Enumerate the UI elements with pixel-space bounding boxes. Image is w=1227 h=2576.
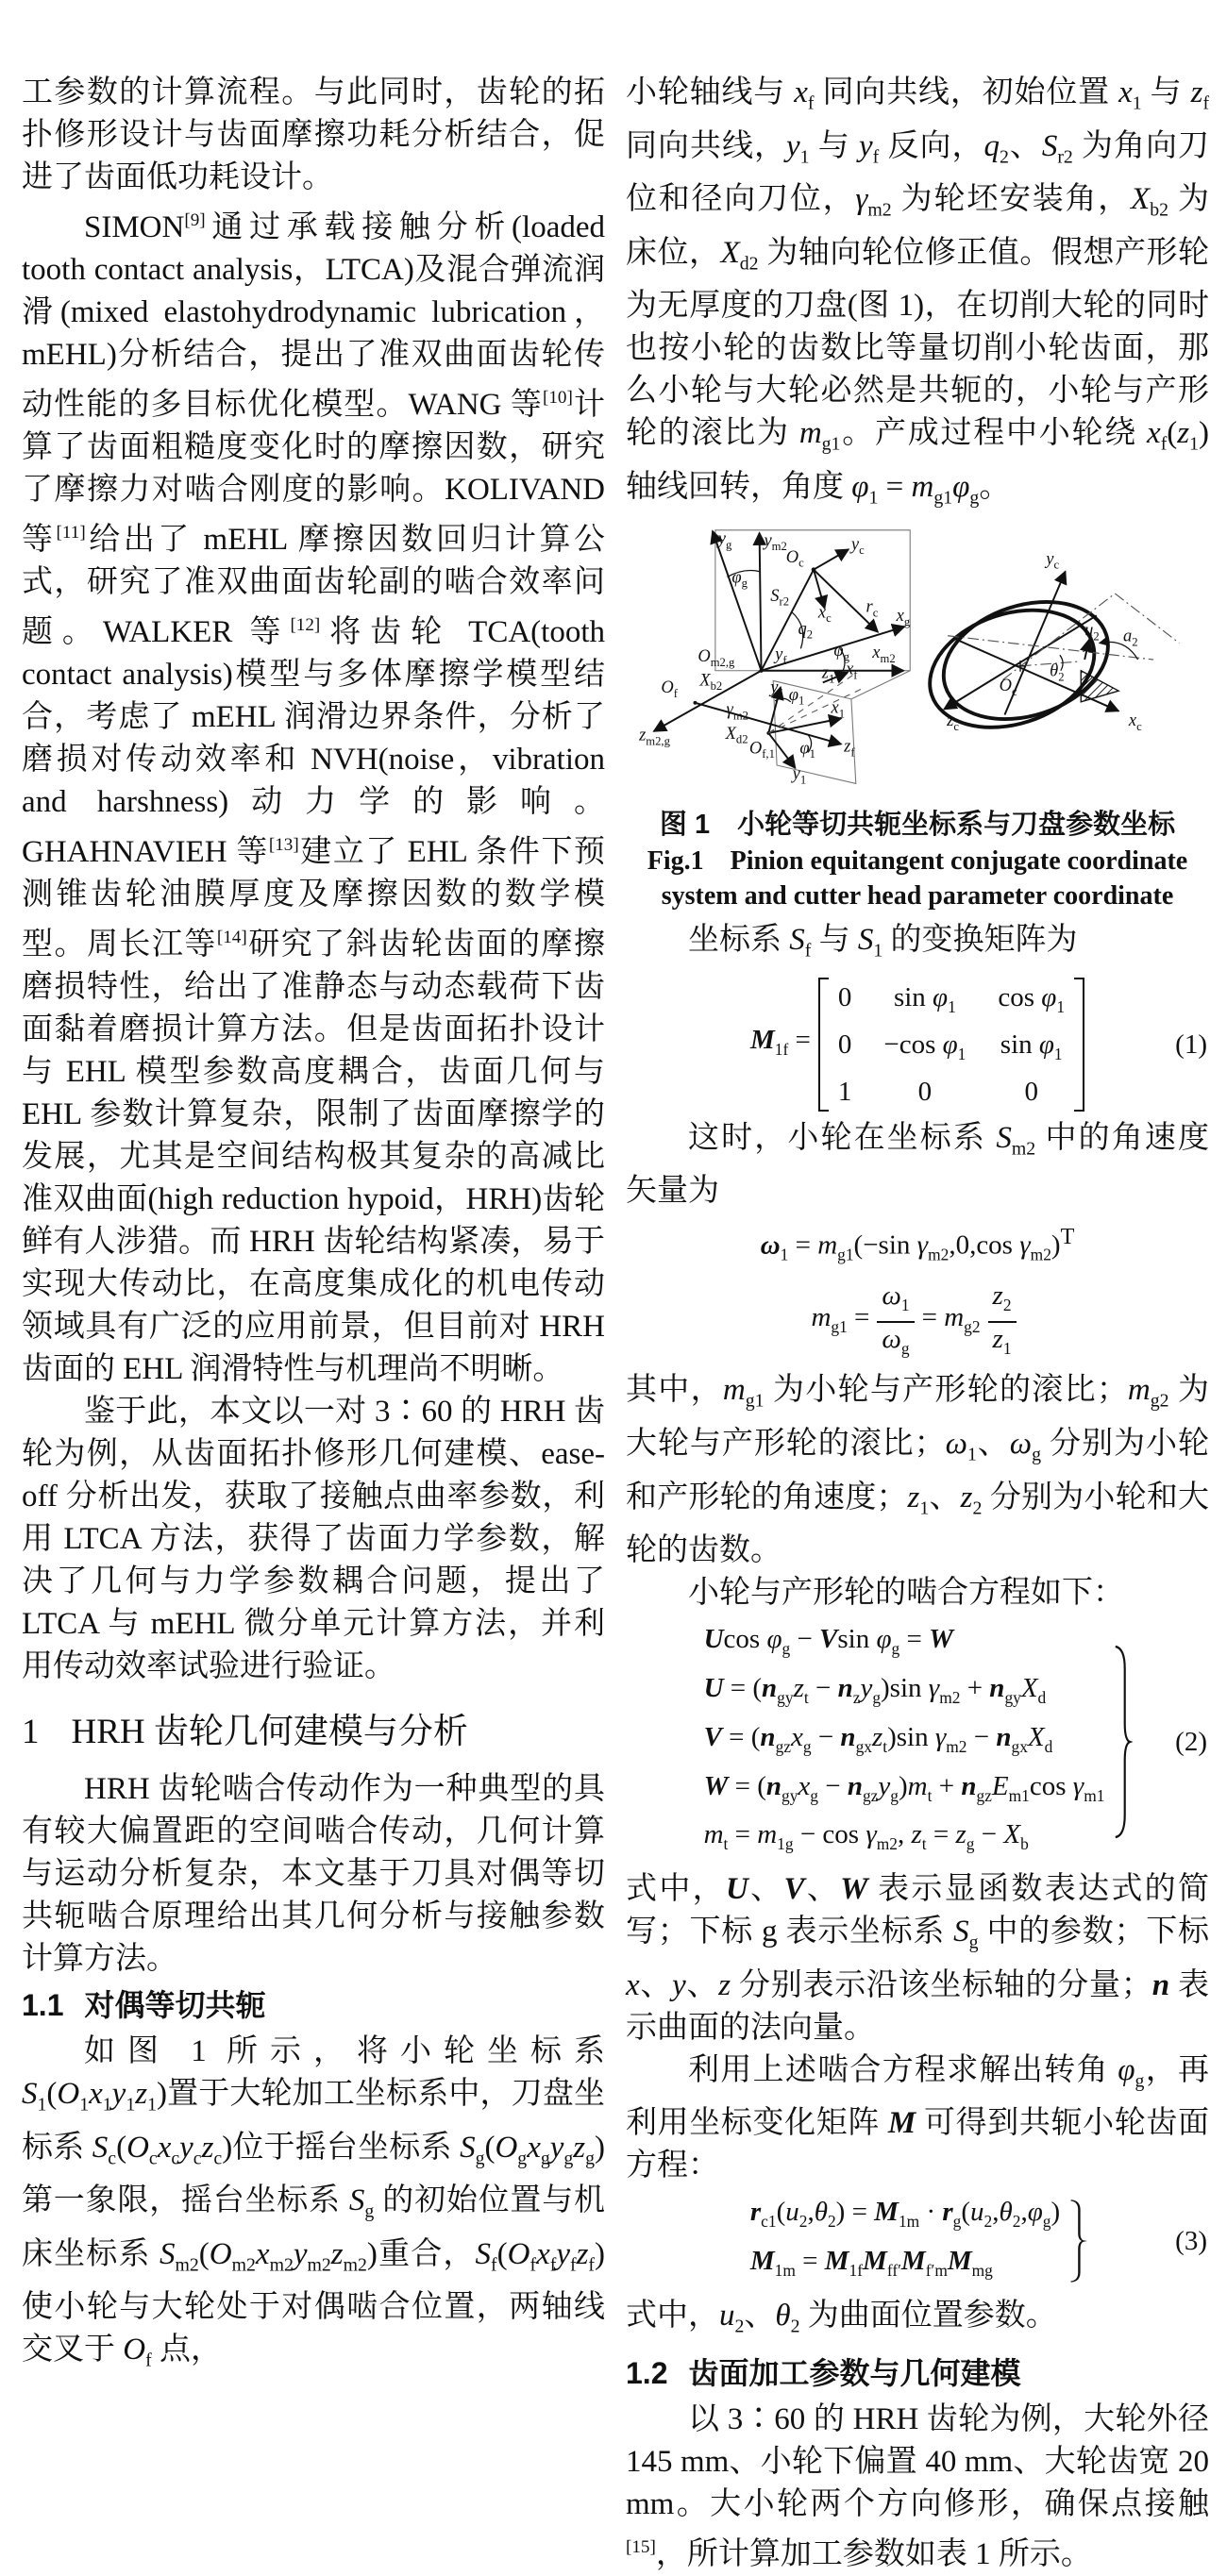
figure-label-yc: $y_c$ bbox=[1046, 548, 1060, 572]
equation-1-lhs: $M_{1f}$ = bbox=[749, 1025, 811, 1059]
equation-line: $V = (n_{gz}x_g - n_{gx}z_t)\sin$ $\gamma_{m2} - n_{gx}X_d$ bbox=[703, 1721, 1053, 1756]
matrix-cell: −cos $\varphi_1$ bbox=[883, 1029, 966, 1063]
figure-label-xf: $x_f$ bbox=[846, 659, 858, 682]
figure-label-y1: $y_1$ bbox=[792, 763, 807, 787]
figure-1 bbox=[626, 524, 1209, 804]
figure-label-xc: $x_c$ bbox=[1128, 710, 1142, 733]
figure-label-Oc: $O_c$ bbox=[999, 675, 1017, 698]
figure-label-z1: $z_1$ bbox=[821, 662, 835, 685]
figure-label-rc: $r_c$ bbox=[866, 596, 879, 619]
figure-label-Oc: $O_c$ bbox=[785, 546, 804, 570]
matrix-cell: 0 bbox=[837, 982, 852, 1013]
section-title: HRH 齿轮几何建模与分析 bbox=[71, 1713, 468, 1751]
figure-label-zf: $z_f$ bbox=[844, 735, 855, 759]
paragraph-continuation: 小轮轴线与 $x_f$ 同向共线，初始位置 $x_1$ 与 $z_f$ 同向共线，$y_1$ 与 $y_f$ 反向，$q_2$、$S_{r2}$ 为角向刀位和径向刀位，$\gamma_{m2}$ 为轮坯安装角，$X_{b2}$ 为床位，$X_{d2}$ 为轴向轮位修正值。假想产形轮为无厚度的刀盘(图 1)，在切削大轮的同时也按小轮的齿数比等量切削小轮齿面，那么小轮与大轮必然是共轭的，小轮与产形轮的滚比为 $m_{g1}$。产成过程中小轮绕 $x_f(z_1)$轴线回转，角度 $\varphi_1 = m_{g1}\varphi_g$。 bbox=[626, 75, 1210, 509]
subsection-title: 齿面加工参数与几何建模 bbox=[688, 2355, 1021, 2390]
figure-label-x1: $x_1$ bbox=[831, 697, 846, 720]
figure-label-xc: $x_c$ bbox=[817, 601, 832, 625]
figure-label-ym2: $y_{m2}$ bbox=[764, 529, 787, 553]
figure-label-Om2,g: $O_{m2,g}$ bbox=[698, 645, 735, 669]
paragraph-transform-intro: 坐标系 $S_f$ 与 $S_1$ 的变换矩阵为 bbox=[688, 922, 1078, 962]
left-column bbox=[22, 72, 606, 2371]
figure-label-zm2,g: $z_{m2,g}$ bbox=[639, 725, 670, 748]
equation-line: $U = (n_{gy}z_t - n_zy_g)\sin$ $\gamma_{m2} + n_{gy}X_d$ bbox=[703, 1672, 1047, 1707]
brace-right bbox=[1114, 1645, 1131, 1839]
figure-label-Xb2: $X_{b2}$ bbox=[699, 669, 723, 693]
matrix-bracket-left bbox=[818, 978, 829, 1112]
matrix-cell: 0 bbox=[837, 1029, 852, 1060]
equation-3 bbox=[626, 2193, 1209, 2289]
figure-label-q2: $q_2$ bbox=[798, 618, 814, 642]
right-column bbox=[626, 72, 1210, 2571]
paragraph-coordinate-systems: 如图 1 所示，将小轮坐标系 $S_1(O_1x_1y_1z_1)$置于大轮加工坐标系中，刀盘坐标系 $S_c(O_cx_cy_cz_c)$位于摇台坐标系 $S_g(O_gx_gy_gz_g)$第一象限，摇台坐标系 $S_g$ 的初始位置与机床坐标系 $S_{m2}(O_{m2}x_{m2}y_{m2}z_{m2})$重合，$S_f(O_fx_fy_fz_f)$使小轮与大轮处于对偶啮合位置，两轴线交叉于 $O_f$ 点， bbox=[22, 2034, 606, 2371]
equation-2-lines bbox=[704, 1620, 1105, 1863]
subsection-number: 1.1 bbox=[22, 1988, 64, 2022]
equation-line: $r_{c1}(u_2,\theta_2) = M_{1m} \cdot r_g(u_2,\theta_2,\varphi_g)$ bbox=[749, 2197, 1061, 2232]
figure-label-Xd2: $X_{d2}$ bbox=[725, 723, 748, 746]
matrix-cell: $\cos \varphi_1$ bbox=[998, 982, 1066, 1016]
equation-line: $M_{1m} = M_{1f}M_{ff'}M_{f'm}M_{mg}$ bbox=[749, 2246, 993, 2280]
subsection-heading-1-2 bbox=[626, 2352, 1209, 2395]
figure-labels bbox=[638, 528, 1142, 786]
equation-mg1 bbox=[626, 1280, 1209, 1364]
figure-label-xm2: $x_{m2}$ bbox=[872, 642, 896, 665]
equation-3-lines bbox=[750, 2193, 1060, 2289]
figure-caption-en: Fig.1 Pinion equitangent conjugate coordinate system and cutter head parameter coordinate bbox=[647, 845, 1188, 911]
figure-label-Of: $O_f$ bbox=[661, 677, 679, 700]
brace-right bbox=[1069, 2200, 1084, 2283]
figure-label-yg: $y_g$ bbox=[717, 527, 732, 551]
paragraph-equation3-notes: 式中，$u_2$、$\theta_2$ 为曲面位置参数。 bbox=[626, 2298, 1057, 2337]
figure-label-yc: $y_c$ bbox=[850, 533, 865, 557]
paragraph-motivation: 鉴于此，本文以一对 3∶60 的 HRH 齿轮为例，从齿面拓扑修形几何建模、ease-off 分析出发，获取了接触点曲率参数，利用 LTCA 方法，获得了齿面力学参数，解决了几何与力学参数耦合问题，提出了 LTCA 与 mEHL 微分单元计算方法，并利用传动效率试验进行验证。 bbox=[22, 1395, 605, 1683]
figure-label-zc: $z_c$ bbox=[947, 710, 959, 733]
figure-label-Sr2: $S_{r2}$ bbox=[770, 585, 790, 609]
equation-line: Ucos $\varphi_g - Vsin$ $\varphi_g = W$ bbox=[703, 1624, 953, 1658]
equation-mg1-mid: = $m_{g2}$ bbox=[921, 1301, 981, 1336]
matrix bbox=[836, 978, 1067, 1112]
matrix-cell: $\sin \varphi_1$ bbox=[893, 982, 956, 1016]
figure-label-θ2: $\theta_2$ bbox=[1050, 661, 1065, 684]
figure-label-xg: $x_g$ bbox=[896, 605, 911, 628]
equation-omega bbox=[626, 1218, 1209, 1273]
equation-mg1-lhs: $m_{g1}$ = bbox=[811, 1301, 870, 1336]
equation-number: (2) bbox=[1175, 1726, 1207, 1757]
figure-1-diagram bbox=[637, 524, 1198, 799]
figure-label-φg: $\varphi_g$ bbox=[833, 640, 849, 663]
matrix-cell: 0 bbox=[917, 1076, 933, 1107]
paragraph-meshing-equation-intro: 小轮与产形轮的啮合方程如下： bbox=[688, 1576, 1124, 1611]
figure-label-yf: $y_f$ bbox=[770, 677, 782, 700]
subsection-title: 对偶等切共轭 bbox=[84, 1988, 266, 2022]
fraction: $\frac{z_2}{z_1}$ bbox=[988, 1280, 1017, 1364]
subsection-heading-1-1 bbox=[22, 1984, 605, 2027]
equation-number: (3) bbox=[1175, 2226, 1207, 2257]
paragraph-solve-intro: 利用上述啮合方程求解出转角 $\varphi_g$，再利用坐标变化矩阵 M 可得到共轭小轮齿面方程： bbox=[626, 2052, 1210, 2183]
equation-line: $m_t = m_{1g} - \cos \gamma_{m2}$, $z_t = z_g - X_b$ bbox=[703, 1819, 1029, 1854]
figure-label-γm2: $\gamma_{m2}$ bbox=[726, 699, 748, 722]
paragraph-equation2-notes: 式中，U、V、W 表示显函数表达式的简写；下标 g 表示坐标系 $S_g$ 中的参数；下标 x、y、z 分别表示沿该坐标轴的分量；n 表示曲面的法向量。 bbox=[626, 1872, 1210, 2045]
matrix-cell: 0 bbox=[1024, 1076, 1038, 1107]
figure-label-yf: $y_f$ bbox=[775, 644, 787, 667]
figure-caption-cn: 图 1 小轮等切共轭坐标系与刀盘参数坐标 bbox=[659, 809, 1176, 840]
paragraph-symbol-definitions: 其中，$m_{g1}$ 为小轮与产形轮的滚比；$m_{g2}$ 为大轮与产形轮的滚比；$\omega_1$、$\omega_g$ 分别为小轮和产形轮的角速度；$z_1$、$z_2$ 分别为小轮和大轮的齿数。 bbox=[626, 1373, 1210, 1568]
paragraph-continuation: 工参数的计算流程。与此同时，齿轮的拓扑修形设计与齿面摩擦功耗分析结合，促进了齿面低功耗设计。 bbox=[22, 75, 605, 194]
equation-2 bbox=[626, 1620, 1209, 1863]
figure-label-u2: $u_2$ bbox=[1084, 620, 1100, 644]
equation-omega-body: $\omega_1 = m_{g1}(-\sin$ $\gamma_{m2},0,\cos$ $\gamma_{m2})^T$ bbox=[760, 1224, 1075, 1264]
paragraph-example-parameters: 以 3∶60 的 HRH 齿轮为例，大轮外径 145 mm、小轮下偏置 40 mm、大轮齿宽 20 mm。大小轮两个方向修形，确保点接触[15]，所计算加工参数如表 1 所示。 bbox=[626, 2401, 1209, 2571]
section-number: 1 bbox=[22, 1713, 40, 1751]
equation-number: (1) bbox=[1175, 1029, 1207, 1060]
paragraph-angular-velocity-intro: 这时，小轮在坐标系 $S_{m2}$ 中的角速度矢量为 bbox=[626, 1120, 1210, 1209]
equation-1 bbox=[626, 978, 1209, 1112]
figure-label-φ1: $\varphi_1$ bbox=[799, 737, 815, 761]
section-heading-1 bbox=[22, 1711, 605, 1753]
equation-line: $W = (n_{gy}x_g - n_{gz}y_g)m_t + n_{gz}E_{m1}\cos$ $\gamma_{m1}$ bbox=[703, 1770, 1105, 1805]
paragraph-literature-review: SIMON[9]通过承载接触分析(loaded tooth contact analysis，LTCA)及混合弹流润滑(mixed elastohydrodynamic lubrication，mEHL)分析结合，提出了准双曲面齿轮传动性能的多目标优化模型。WANG 等[10]计算了齿面粗糙度变化时的摩擦因数，研究了摩擦力对啮合刚度的影响。KOLIVAND 等[11]给出了 mEHL 摩擦因数回归计算公式，研究了准双曲面齿轮副的啮合效率问题。WALKER 等[12]将齿轮 TCA(tooth contact analysis)模型与多体摩擦学模型结合，考虑了 mEHL 润滑边界条件，分析了磨损对传动效率和 NVH(noise，vibration and harshness)动力学的影响。GHAHNAVIEH 等[13]建立了 EHL 条件下预测锥齿轮油膜厚度及摩擦因数的数学模型。周长江等[14]研究了斜齿轮齿面的摩擦磨损特性，给出了准静态与动态载荷下齿面黏着磨损计算方法。但是齿面拓扑设计与 EHL 模型参数高度耦合，齿面几何与 EHL 参数计算复杂，限制了齿面摩擦学的发展，尤其是空间结构极其复杂的高减比准双曲面(high reduction hypoid，HRH)齿轮鲜有人涉猎。而 HRH 齿轮结构紧凑，易于实现大传动比，在高度集成化的机电传动领域具有广泛的应用前景，但目前对 HRH 齿面的 EHL 润滑特性与机理尚不明晰。 bbox=[22, 210, 606, 1386]
figure-label-φ1: $\varphi_1$ bbox=[788, 684, 805, 708]
matrix-cell: 1 bbox=[837, 1076, 852, 1107]
matrix-cell: $\sin \varphi_1$ bbox=[1000, 1029, 1063, 1063]
subsection-number: 1.2 bbox=[626, 2355, 668, 2390]
matrix-bracket-right bbox=[1074, 978, 1084, 1112]
figure-label-a2: $a_2$ bbox=[1123, 626, 1138, 649]
paragraph-section1-intro: HRH 齿轮啮合传动作为一种典型的具有较大偏置距的空间啮合传动，几何计算与运动分析复杂，本文基于刀具对偶等切共轭啮合原理给出其几何分析与接触参数计算方法。 bbox=[22, 1772, 605, 1976]
figure-label-Of,1: $O_{f,1}$ bbox=[748, 737, 775, 761]
figure-label-φg: $\varphi_g$ bbox=[731, 566, 748, 590]
fraction: $\frac{\omega_1}{\omega_g}$ bbox=[877, 1280, 914, 1364]
